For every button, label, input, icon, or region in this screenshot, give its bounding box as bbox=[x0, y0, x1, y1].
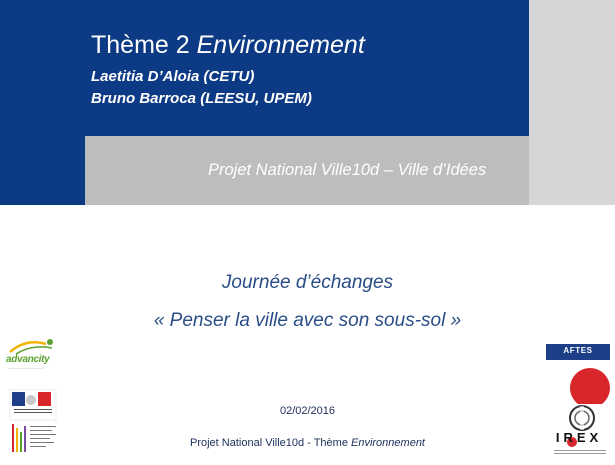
footer-project-prefix: Projet National Ville10d - Thème bbox=[189, 437, 351, 449]
theme-name: Environnement bbox=[196, 31, 365, 59]
author-1: Laetitia D’Aloia (CETU) bbox=[91, 68, 255, 85]
irex-wordmark: IREX bbox=[555, 430, 603, 445]
advancity-logo bbox=[6, 336, 62, 376]
header-gray-right-block bbox=[529, 0, 615, 205]
aftes-wordmark: AFTES bbox=[563, 346, 593, 355]
header-blue-left-block bbox=[0, 136, 85, 205]
event-subtitle: « Penser la ville avec son sous-sol » bbox=[153, 310, 462, 331]
irex-logo bbox=[546, 404, 612, 460]
theme-prefix: Thème 2 bbox=[91, 31, 197, 59]
marianne-flag-icon bbox=[6, 386, 62, 456]
header-blue-band bbox=[0, 0, 529, 136]
aftes-logo bbox=[546, 344, 610, 404]
theme-title bbox=[91, 30, 365, 60]
author-2: Bruno Barroca (LEESU, UPEM) bbox=[91, 90, 312, 107]
advancity-tagline-graphic: —————————— bbox=[8, 366, 43, 370]
event-date: 02/02/2016 bbox=[279, 405, 336, 417]
advancity-swoosh-icon bbox=[6, 336, 62, 356]
advancity-wordmark: advancity bbox=[6, 354, 50, 365]
footer-project bbox=[0, 437, 615, 449]
project-subtitle: Projet National Ville10d – Ville d’Idées bbox=[208, 161, 487, 179]
event-title: Journée d’échanges bbox=[221, 272, 394, 293]
footer-project-theme: Environnement bbox=[351, 437, 425, 449]
ministry-logo bbox=[6, 386, 62, 456]
